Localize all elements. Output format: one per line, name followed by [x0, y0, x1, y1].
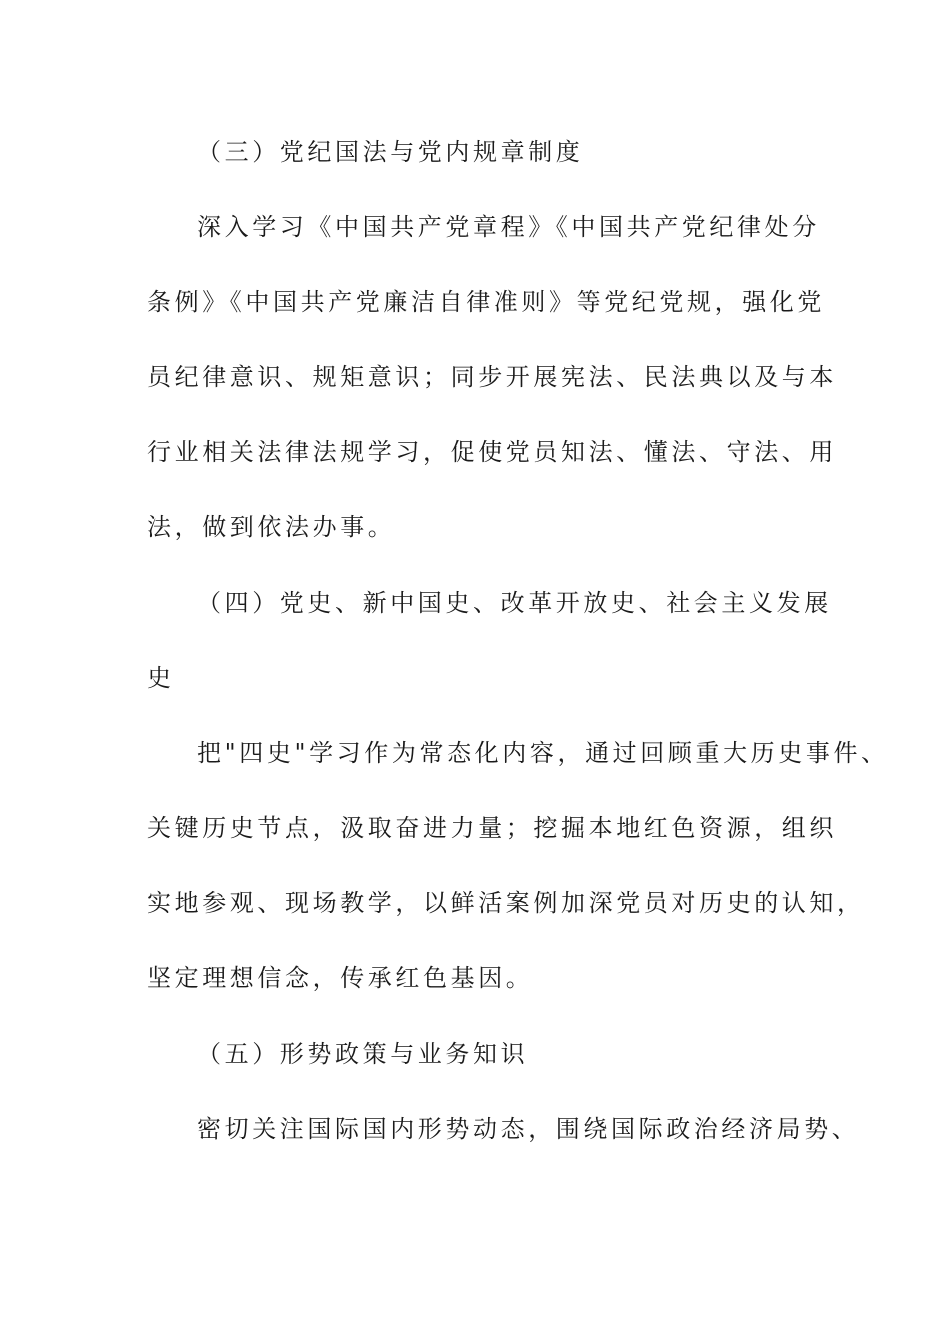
- paragraph-line: 法，做到依法办事。: [147, 513, 396, 541]
- section-heading-4: （四）党史、新中国史、改革开放史、社会主义发展: [197, 589, 832, 617]
- paragraph-line: 员纪律意识、规矩意识；同步开展宪法、民法典以及与本: [147, 363, 837, 391]
- section-heading-5: （五）形势政策与业务知识: [197, 1040, 529, 1068]
- paragraph-line: 把"四史"学习作为常态化内容，通过回顾重大历史事件、: [197, 739, 889, 767]
- paragraph-line: 实地参观、现场教学，以鲜活案例加深党员对历史的认知，: [147, 889, 865, 917]
- paragraph-line: 深入学习《中国共产党章程》《中国共产党纪律处分: [197, 213, 820, 241]
- paragraph-line: 密切关注国际国内形势动态，围绕国际政治经济局势、: [197, 1115, 860, 1143]
- paragraph-line: 坚定理想信念，传承红色基因。: [147, 964, 534, 992]
- paragraph-line: 关键历史节点，汲取奋进力量；挖掘本地红色资源，组织: [147, 814, 837, 842]
- paragraph-line: 条例》《中国共产党廉洁自律准则》等党纪党规，强化党: [147, 288, 825, 316]
- section-heading-3: （三）党纪国法与党内规章制度: [197, 138, 584, 166]
- section-heading-4-continued: 史: [147, 664, 175, 692]
- paragraph-line: 行业相关法律法规学习，促使党员知法、懂法、守法、用: [147, 438, 837, 466]
